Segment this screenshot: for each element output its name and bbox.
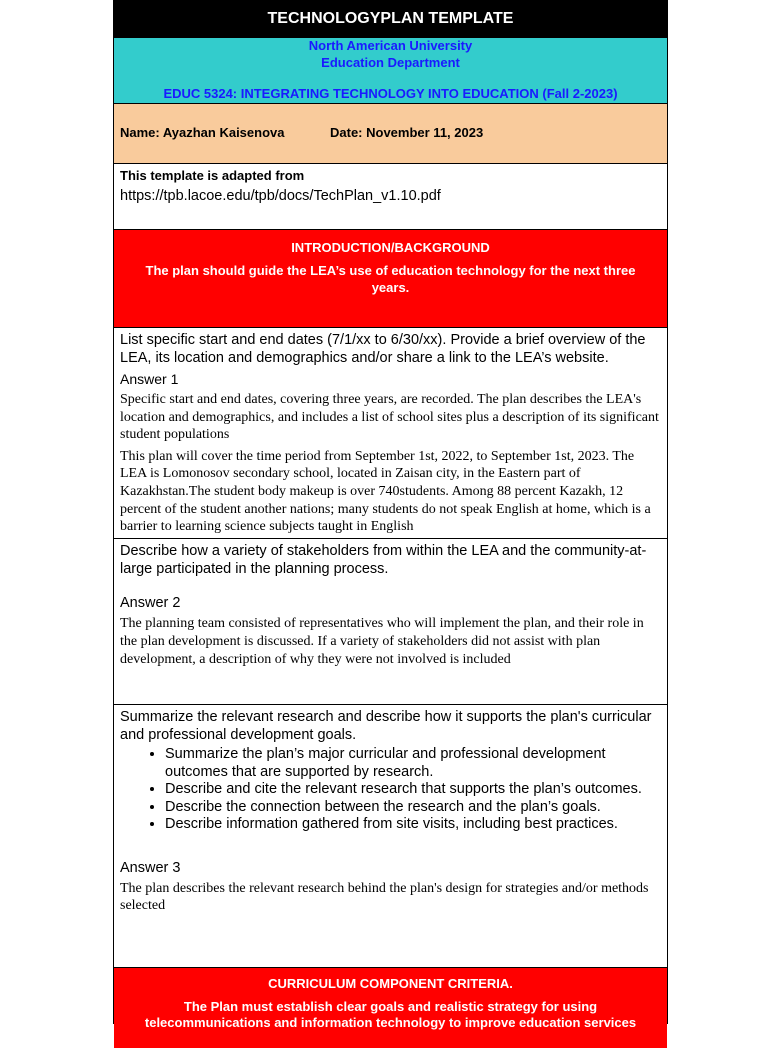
question-2: Describe how a variety of stakeholders from within the LEA and the community-at-large participated in the planning process. [120,543,647,577]
student-name: Name: Ayazhan Kaisenova [120,125,285,140]
section-1 [114,328,667,539]
intro-section [114,230,667,328]
curriculum-text: The Plan must establish clear goals and realistic strategy for using telecommunications and information technology to improve education services [144,999,637,1030]
list-item: • Describe the connection between the research and the plan’s goals. [165,799,667,817]
answer-2-label: Answer 2 [120,595,181,611]
research-bullet-list [114,746,667,834]
list-item: • Describe information gathered from site visits, including best practices. [165,816,667,834]
technology-plan-document [113,0,668,1030]
institution-block [114,38,667,104]
answer-1-criteria: Specific start and end dates, covering three years, are recorded. The plan describes the LEA's location and demographics, and includes a list of school sites plus a description of its significant student populations [120,392,659,443]
intro-text: The plan should guide the LEA’s use of education technology for the next three years. [145,263,636,295]
answer-3-label: Answer 3 [120,859,181,876]
source-label: This template is adapted from [120,168,305,183]
source-url[interactable]: https://tpb.lacoe.edu/tpb/docs/TechPlan_v1.10.pdf [120,188,441,204]
university-name: North American University [308,38,473,53]
list-item: • Summarize the plan’s major curricular and professional development outcomes that are supported by research. [165,746,667,781]
document-title: TECHNOLOGYPLAN TEMPLATE [114,0,667,38]
list-item: • Describe and cite the relevant research that supports the plan’s outcomes. [165,781,667,799]
intro-heading: INTRODUCTION/BACKGROUND [291,240,490,255]
answer-2-criteria: The planning team consisted of representatives who will implement the plan, and their role in the plan development is discussed. If a variety of stakeholders did not assist with plan development, a description of why they were not involved is included [120,616,644,667]
student-info [114,104,667,164]
answer-1-label: Answer 1 [120,371,179,387]
department-name: Education Department [321,54,460,70]
submission-date: Date: November 11, 2023 [330,125,484,140]
course-title: EDUC 5324: INTEGRATING TECHNOLOGY INTO EDUCATION (Fall 2-2023) [163,86,618,101]
curriculum-heading: CURRICULUM COMPONENT CRITERIA. [268,976,513,991]
section-2 [114,539,667,705]
section-3 [114,705,667,968]
question-3: Summarize the relevant research and describe how it supports the plan's curricular and professional development goals. [120,709,652,743]
answer-1-response: This plan will cover the time period from September 1st, 2022, to September 1st, 2023. The LEA is Lomonosov secondary school, located in Zaisan city, in the Eastern part of Kazakhstan.The student body makeup is over 740students. Among 88 percent Kazakh, 12 percent of the student another nations; many students do not speak English at home, which is a barrier to learning science subjects taught in English [120,448,651,535]
template-source [114,164,667,230]
question-1: List specific start and end dates (7/1/xx to 6/30/xx). Provide a brief overview of the LEA, its location and demographics and/or share a link to the LEA’s website. [120,332,646,366]
answer-3-criteria: The plan describes the relevant research behind the plan's design for strategies and/or methods selected [120,880,649,914]
curriculum-section [114,968,667,1048]
